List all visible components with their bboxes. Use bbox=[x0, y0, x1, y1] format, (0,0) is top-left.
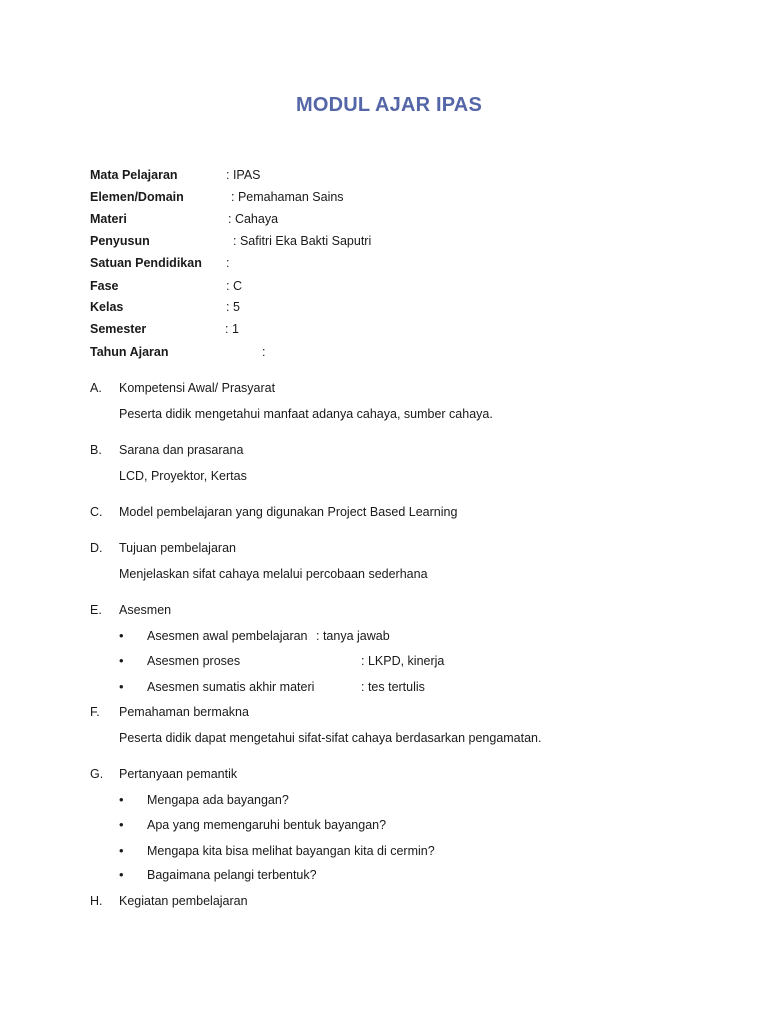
section-b-text: LCD, Proyektor, Kertas bbox=[119, 469, 247, 483]
info-value: : Cahaya bbox=[228, 212, 279, 226]
info-label: Elemen/Domain bbox=[90, 190, 184, 204]
bullet-icon: • bbox=[119, 679, 124, 694]
section-letter: E. bbox=[90, 603, 102, 617]
bullet-value: : tes tertulis bbox=[361, 680, 425, 694]
section-d-text: Menjelaskan sifat cahaya melalui percobaan sederhana bbox=[119, 567, 428, 581]
bullet-label: Asesmen proses bbox=[147, 654, 241, 668]
bullet-icon: • bbox=[119, 653, 124, 668]
section-title: Kompetensi Awal/ Prasyarat bbox=[119, 381, 276, 395]
section-title: Asesmen bbox=[119, 603, 172, 617]
bullet-icon: • bbox=[119, 628, 124, 643]
section-letter: B. bbox=[90, 443, 102, 457]
bullet-icon: • bbox=[119, 792, 124, 807]
section-title: Pemahaman bermakna bbox=[119, 705, 249, 719]
document-title: MODUL AJAR IPAS bbox=[296, 94, 482, 116]
info-label: Fase bbox=[90, 279, 119, 293]
section-title: Tujuan pembelajaran bbox=[119, 541, 236, 555]
section-letter: G. bbox=[90, 767, 104, 781]
bullet-value: : tanya jawab bbox=[316, 629, 390, 643]
info-label: Kelas bbox=[90, 300, 124, 314]
info-value: : 1 bbox=[225, 322, 239, 336]
bullet-label: Asesmen awal pembelajaran bbox=[147, 629, 308, 643]
info-label: Mata Pelajaran bbox=[90, 168, 178, 182]
bullet-text: Mengapa kita bisa melihat bayangan kita di cermin? bbox=[147, 844, 435, 858]
info-value: : Pemahaman Sains bbox=[231, 190, 344, 204]
info-label: Penyusun bbox=[90, 234, 150, 248]
info-label: Materi bbox=[90, 212, 127, 226]
bullet-icon: • bbox=[119, 867, 124, 882]
info-label: Semester bbox=[90, 322, 147, 336]
info-value: : IPAS bbox=[226, 168, 261, 182]
info-value: : bbox=[226, 256, 230, 270]
bullet-icon: • bbox=[119, 817, 124, 832]
bullet-label: Asesmen sumatis akhir materi bbox=[147, 680, 315, 694]
section-title: Pertanyaan pemantik bbox=[119, 767, 238, 781]
bullet-text: Bagaimana pelangi terbentuk? bbox=[147, 868, 317, 882]
bullet-value: : LKPD, kinerja bbox=[361, 654, 445, 668]
bullet-icon: • bbox=[119, 843, 124, 858]
bullet-text: Mengapa ada bayangan? bbox=[147, 793, 289, 807]
info-value: : Safitri Eka Bakti Saputri bbox=[233, 234, 372, 248]
section-letter: A. bbox=[90, 381, 102, 395]
info-label: Satuan Pendidikan bbox=[90, 256, 202, 270]
section-a-text: Peserta didik mengetahui manfaat adanya cahaya, sumber cahaya. bbox=[119, 407, 493, 421]
info-value: : bbox=[262, 345, 266, 359]
section-title: Model pembelajaran yang digunakan Project Based Learning bbox=[119, 505, 458, 519]
info-value: : C bbox=[226, 279, 242, 293]
section-title: Sarana dan prasarana bbox=[119, 443, 244, 457]
info-label: Tahun Ajaran bbox=[90, 345, 169, 359]
section-letter: D. bbox=[90, 541, 103, 555]
bullet-text: Apa yang memengaruhi bentuk bayangan? bbox=[147, 818, 387, 832]
section-letter: F. bbox=[90, 705, 100, 719]
section-letter: H. bbox=[90, 894, 103, 908]
section-title: Kegiatan pembelajaran bbox=[119, 894, 248, 908]
section-f-text: Peserta didik dapat mengetahui sifat-sifat cahaya berdasarkan pengamatan. bbox=[119, 731, 542, 745]
section-letter: C. bbox=[90, 505, 103, 519]
info-value: : 5 bbox=[226, 300, 240, 314]
